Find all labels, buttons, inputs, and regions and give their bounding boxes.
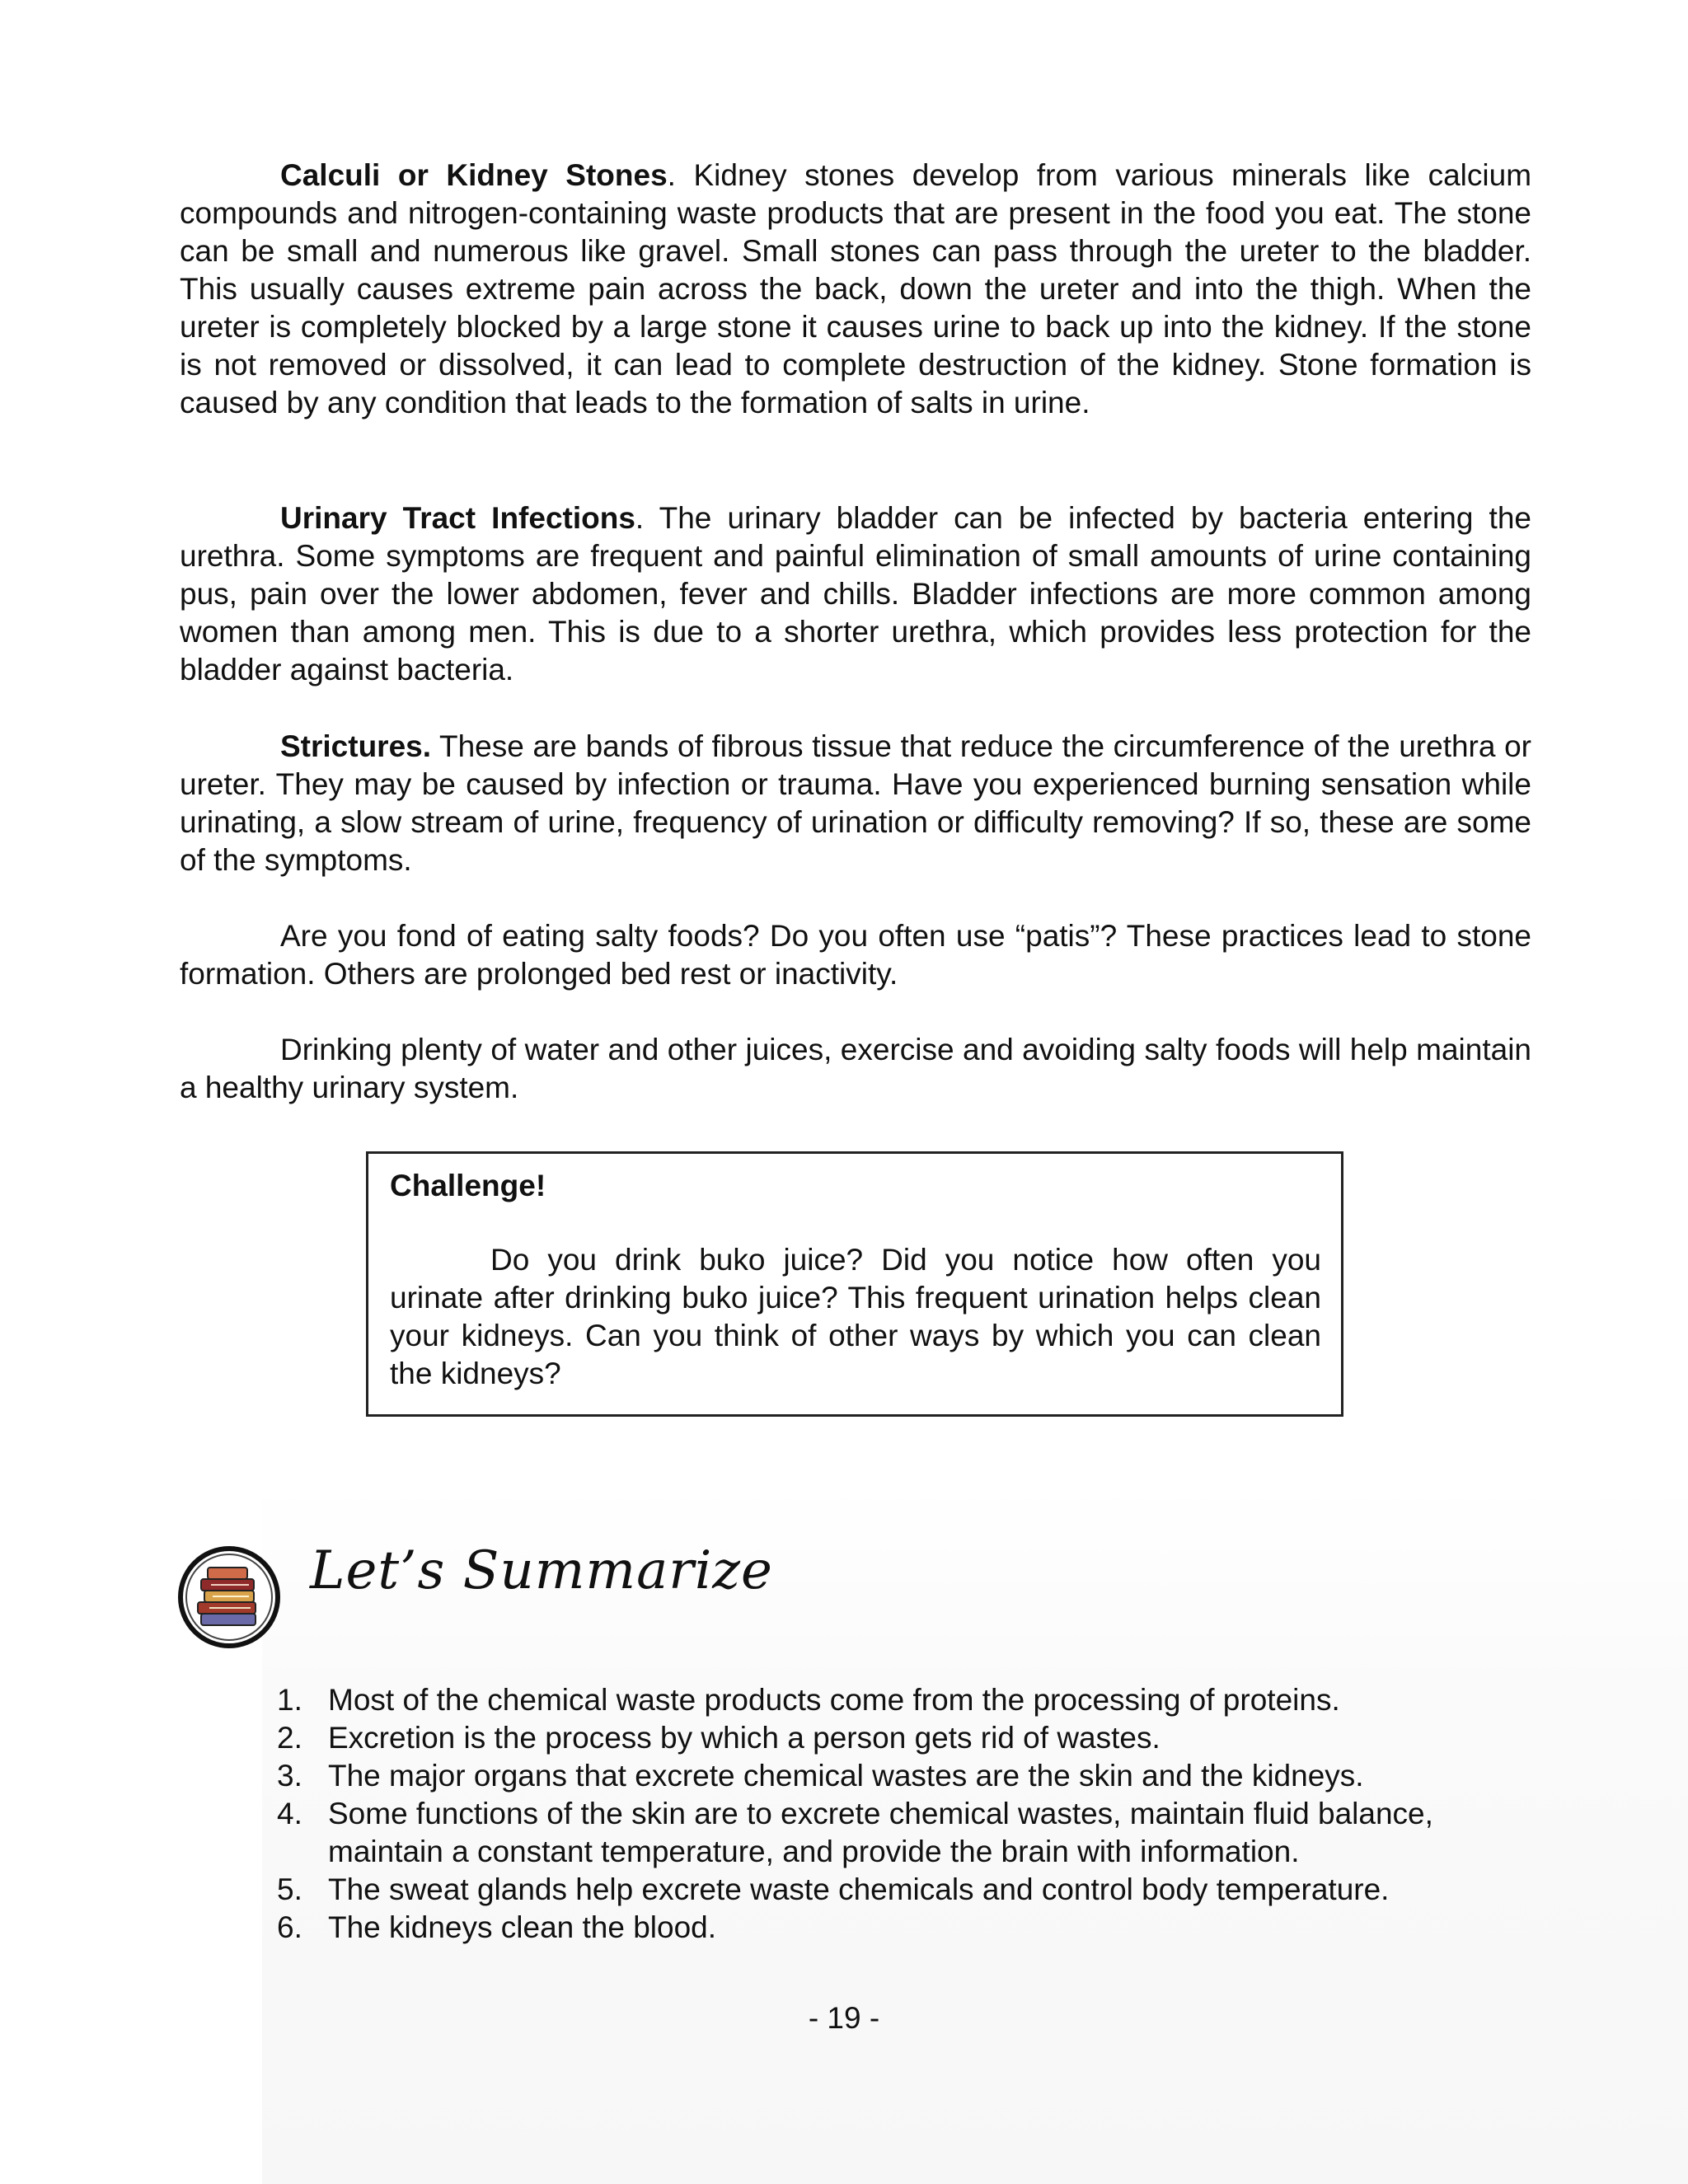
summary-list <box>277 1681 1546 1947</box>
text-drinking-water: Drinking plenty of water and other juices, exercise and avoiding salty foods will help maintain a healthy urinary system. <box>180 1033 1531 1104</box>
list-item-text: The sweat glands help excrete waste chemicals and control body temperature. <box>328 1872 1390 1906</box>
page-number: - 19 - <box>808 2001 880 2035</box>
text-salty-foods: Are you fond of eating salty foods? Do you often use “patis”? These practices lead to stone formation. Others are prolonged bed rest or inactivity. <box>180 919 1531 991</box>
list-item-number: 3. <box>277 1759 302 1793</box>
list-item-number: 6. <box>277 1910 302 1944</box>
list-item-number: 2. <box>277 1721 302 1755</box>
summary-title: Let’s Summarize <box>310 1540 773 1601</box>
list-item-text: The kidneys clean the blood. <box>328 1910 717 1944</box>
paragraph-kidney-stones <box>180 157 1531 422</box>
books-icon <box>176 1544 282 1650</box>
list-item <box>277 1681 1546 1719</box>
list-item-number: 5. <box>277 1872 302 1906</box>
heading-strictures: Strictures. <box>280 729 432 763</box>
heading-urinary-tract-infections: Urinary Tract Infections <box>280 501 635 535</box>
paragraph-strictures <box>180 728 1531 879</box>
list-item-number: 1. <box>277 1683 302 1717</box>
challenge-text: Do you drink buko juice? Did you notice how often you urinate after drinking buko juice? This frequent urination helps clean your kidneys. Can you think of other ways by which you can clean the kidneys? <box>390 1243 1321 1390</box>
text-kidney-stones: . Kidney stones develop from various minerals like calcium compounds and nitrogen-containing waste products that are present in the food you eat. The stone can be small and numerous like gravel. Small stones can pass through the ureter to the bladder. This usually causes extreme pain across the back, down the ureter and into the thigh. When the ureter is completely blocked by a large stone it causes urine to back up into the kidney. If the stone is not removed or dissolved, it can lead to complete destruction of the kidney. Stone formation is caused by any condition that leads to the formation of salts in urine. <box>180 158 1532 419</box>
paragraph-drinking-water <box>180 1031 1531 1107</box>
challenge-body <box>390 1241 1321 1393</box>
list-item-text: Some functions of the skin are to excrete chemical wastes, maintain fluid balance, maintain a constant temperature, and provide the brain with information. <box>328 1797 1433 1868</box>
list-item <box>277 1909 1546 1947</box>
challenge-title: Challenge! <box>390 1169 546 1202</box>
list-item-number: 4. <box>277 1797 302 1830</box>
list-item <box>277 1795 1546 1871</box>
list-item <box>277 1871 1546 1909</box>
list-item-text: Most of the chemical waste products come from the processing of proteins. <box>328 1683 1340 1717</box>
list-item <box>277 1757 1546 1795</box>
list-item-text: The major organs that excrete chemical wastes are the skin and the kidneys. <box>328 1759 1364 1793</box>
heading-kidney-stones: Calculi or Kidney Stones <box>280 158 668 192</box>
list-item-text: Excretion is the process by which a person gets rid of wastes. <box>328 1721 1160 1755</box>
paragraph-salty-foods <box>180 917 1531 993</box>
list-item <box>277 1719 1546 1757</box>
text-urinary-tract-infections: . The urinary bladder can be infected by bacteria entering the urethra. Some symptoms are frequent and painful elimination of small amounts of urine containing pus, pain over the lower abdomen, fever and chills. Bladder infections are more common among women than among men. This is due to a shorter urethra, which provides less protection for the bladder against bacteria. <box>180 501 1531 687</box>
challenge-box <box>366 1151 1343 1417</box>
paragraph-urinary-tract-infections <box>180 499 1531 689</box>
text-strictures: These are bands of fibrous tissue that reduce the circumference of the urethra or ureter. They may be caused by infection or trauma. Have you experienced burning sensation while urinating, a slow stream of urine, frequency of urination or difficulty removing? If so, these are some of the symptoms. <box>180 729 1531 877</box>
